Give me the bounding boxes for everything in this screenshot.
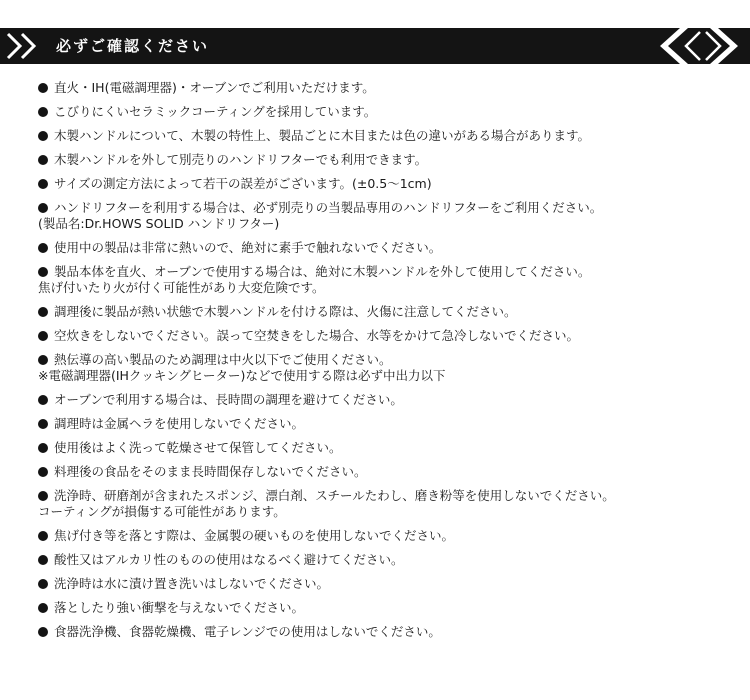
item-text: 焦げ付き等を落とす際は、金属製の硬いものを使用しないでください。 <box>54 528 455 543</box>
list-item <box>38 528 718 544</box>
item-text: 空炊きをしないでください。誤って空焚きをした場合、水等をかけて急冷しないでください。 <box>54 328 580 343</box>
bullet-icon <box>38 627 48 637</box>
list-item <box>38 624 718 640</box>
bullet-icon <box>38 307 48 317</box>
list-item <box>38 552 718 568</box>
item-text-continued: 焦げ付いたり火が付く可能性があり大変危険です。 <box>38 280 325 295</box>
item-text: こびりにくいセラミックコーティングを採用しています。 <box>54 104 377 119</box>
list-item <box>38 576 718 592</box>
bullet-icon <box>38 131 48 141</box>
item-text: 調理後に製品が熱い状態で木製ハンドルを付ける際は、火傷に注意してください。 <box>54 304 517 319</box>
section-title: 必ずご確認ください <box>56 37 210 55</box>
bullet-icon <box>38 531 48 541</box>
bullet-icon <box>38 443 48 453</box>
bullet-icon <box>38 395 48 405</box>
item-text: 木製ハンドルについて、木製の特性上、製品ごとに木目または色の違いがある場合があります。 <box>54 128 591 143</box>
list-item <box>38 392 718 408</box>
list-item <box>38 176 718 192</box>
item-text: 洗浄時は水に漬け置き洗いはしないでください。 <box>54 576 330 591</box>
section-header <box>0 28 750 64</box>
item-text: ハンドリフターを利用する場合は、必ず別売りの当製品専用のハンドリフターをご利用ください。 <box>54 200 603 215</box>
item-text: サイズの測定方法によって若干の誤差がございます。(±0.5〜1cm) <box>54 176 432 191</box>
item-text: 落としたり強い衝撃を与えないでください。 <box>54 600 305 615</box>
item-text: 料理後の食品をそのまま長時間保存しないでください。 <box>54 464 367 479</box>
list-item <box>38 416 718 432</box>
item-text-continued: コーティングが損傷する可能性があります。 <box>38 504 286 519</box>
list-item <box>38 128 718 144</box>
bullet-icon <box>38 355 48 365</box>
list-item <box>38 352 718 384</box>
list-item <box>38 304 718 320</box>
bullet-icon <box>38 83 48 93</box>
bullet-icon <box>38 155 48 165</box>
item-text-continued: ※電磁調理器(IHクッキングヒーター)などで使用する際は必ず中出力以下 <box>38 368 446 383</box>
notice-list <box>38 80 718 648</box>
bullet-icon <box>38 603 48 613</box>
bullet-icon <box>38 555 48 565</box>
bullet-icon <box>38 491 48 501</box>
list-item <box>38 80 718 96</box>
double-chevron-right-icon <box>2 28 46 64</box>
list-item <box>38 328 718 344</box>
item-text: 調理時は金属ヘラを使用しないでください。 <box>54 416 305 431</box>
list-item <box>38 488 718 520</box>
bullet-icon <box>38 203 48 213</box>
bullet-icon <box>38 467 48 477</box>
item-text-continued: (製品名:Dr.HOWS SOLID ハンドリフター) <box>38 216 280 231</box>
bullet-icon <box>38 243 48 253</box>
list-item <box>38 264 718 296</box>
bullet-icon <box>38 179 48 189</box>
item-text: 食器洗浄機、食器乾燥機、電子レンジでの使用はしないでください。 <box>54 624 441 639</box>
item-text: 製品本体を直火、オーブンで使用する場合は、絶対に木製ハンドルを外して使用してください。 <box>54 264 591 279</box>
item-text: 使用後はよく洗って乾燥させて保管してください。 <box>54 440 342 455</box>
double-chevron-decoration-icon <box>656 28 742 64</box>
list-item <box>38 104 718 120</box>
item-text: 直火・IH(電磁調理器)・オーブンでご利用いただけます。 <box>54 80 375 95</box>
list-item <box>38 464 718 480</box>
item-text: 洗浄時、研磨剤が含まれたスポンジ、漂白剤、スチールたわし、磨き粉等を使用しないでください。 <box>54 488 615 503</box>
list-item <box>38 152 718 168</box>
list-item <box>38 240 718 256</box>
item-text: オーブンで利用する場合は、長時間の調理を避けてください。 <box>54 392 403 407</box>
bullet-icon <box>38 419 48 429</box>
item-text: 酸性又はアルカリ性のものの使用はなるべく避けてください。 <box>54 552 404 567</box>
bullet-icon <box>38 331 48 341</box>
bullet-icon <box>38 267 48 277</box>
list-item <box>38 440 718 456</box>
item-text: 熱伝導の高い製品のため調理は中火以下でご使用ください。 <box>54 352 392 367</box>
item-text: 木製ハンドルを外して別売りのハンドリフターでも利用できます。 <box>54 152 428 167</box>
bullet-icon <box>38 579 48 589</box>
list-item <box>38 600 718 616</box>
list-item <box>38 200 718 232</box>
item-text: 使用中の製品は非常に熱いので、絶対に素手で触れないでください。 <box>54 240 442 255</box>
bullet-icon <box>38 107 48 117</box>
